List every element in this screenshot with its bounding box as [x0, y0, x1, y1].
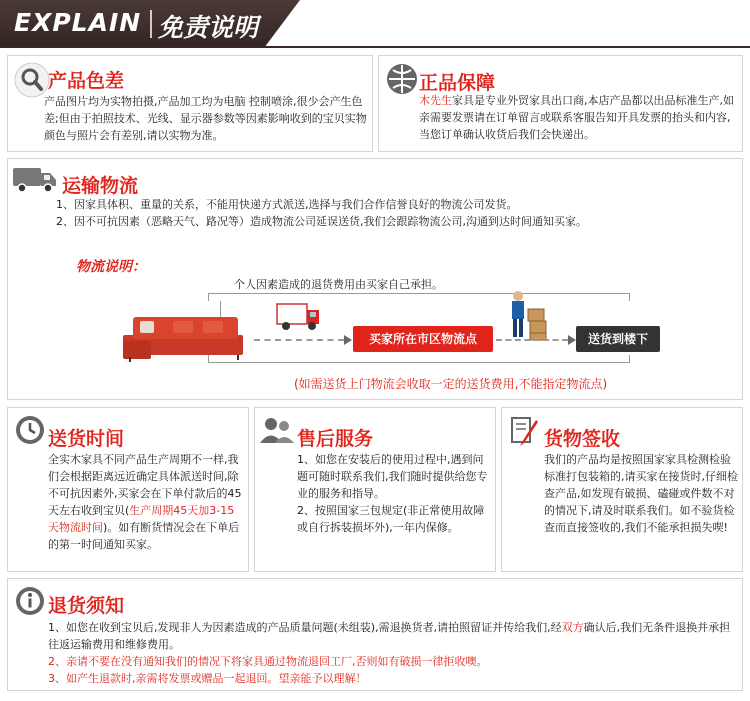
- logistics-explain-label: 物流说明：: [76, 259, 146, 275]
- delivery-time-text-b: )。如有断货情况会在下单后的第一时间通知买家。: [48, 521, 240, 551]
- flow-arrowhead-1: [344, 335, 352, 345]
- color-difference-section: [7, 55, 373, 152]
- delivery-time-section: [7, 407, 249, 572]
- globe-shield-icon: [385, 62, 419, 96]
- delivery-time-text-a: 全实木家具不同产品生产周期不一样,我们会根据距离远近确定具体派送时间,除不可抗因素外,买家会在下单付款后的45天左右收到宝贝(: [48, 453, 242, 517]
- flow-arrowhead-2: [568, 335, 576, 345]
- genuine-guarantee-title: 正品保障: [419, 72, 496, 94]
- header-underline: [0, 46, 750, 48]
- after-sales-item-2: 2、按照国家三包规定(非正常使用故障或自行拆装损坏外),一年内保修。: [297, 504, 485, 534]
- genuine-guarantee-body: 家具是专业外贸家具出口商,本店产品都以出品标准生产,如亲需要发票请在订单留言或联系客服告知开具发票的抬头和内容,当您订单确认收货后我们会快递出。: [419, 94, 734, 141]
- color-difference-title: 产品色差: [48, 70, 125, 92]
- pen-paper-icon: [508, 414, 540, 448]
- returns-title: 退货须知: [48, 595, 125, 617]
- delivery-time-title: 送货时间: [48, 428, 125, 450]
- goods-sign-section: [501, 407, 743, 572]
- genuine-guarantee-section: [378, 55, 743, 152]
- header-separator: [150, 10, 152, 38]
- delivery-time-text-red: 生产周期45天加3-15天物流时间: [48, 504, 235, 534]
- goods-sign-text: 我们的产品均是按照国家家具检测检验标准打包装箱的,请买家在接货时,仔细检查产品,如发现有破损、磕碰或件数不对的情况下,请及时联系我们。如不验货检查而直接签收的,我们不能承担损失喫!: [544, 453, 738, 534]
- after-sales-section: [254, 407, 496, 572]
- surcharge-note: (如需送货上门物流会收取一定的送货费用,不能指定物流点): [294, 377, 608, 391]
- info-icon: [14, 585, 46, 617]
- truck-icon: [12, 163, 58, 197]
- logistics-section: [7, 158, 743, 400]
- delivery-downstairs-button: 送货到楼下: [576, 326, 660, 352]
- returns-item-3: 3、如产生退款时,亲需将发票或赠品一起退回。望亲能予以理解！: [48, 672, 367, 685]
- clock-icon: [14, 414, 46, 446]
- genuine-guarantee-text: [419, 92, 739, 143]
- returns-item-1-red: 双方: [561, 621, 584, 634]
- delivery-truck-image: [276, 301, 326, 333]
- logistics-item-2: 2、因不可抗因素（恶略天气、路况等）造成物流公司延误送货,我们会跟踪物流公司,沟通到达时间通知买家。: [56, 215, 587, 228]
- logistics-title: 运输物流: [62, 175, 139, 197]
- goods-sign-title: 货物签收: [544, 428, 621, 450]
- bracket-bottom: [208, 355, 630, 363]
- logistics-item-1: 1、因家具体积、重量的关系，不能用快递方式派送,选择与我们合作信誉良好的物流公司发货。: [56, 198, 518, 211]
- worker-boxes-image: [506, 289, 550, 341]
- returns-item-1-b: 确认后,我们无条件退换并承担往返运输费用和维修费用。: [48, 621, 731, 651]
- personal-factor-note: 个人因素造成的退货费用由买家自己承担。: [234, 278, 443, 291]
- people-icon: [259, 416, 295, 444]
- header-banner: [0, 0, 750, 48]
- header-title-en: EXPLAIN: [14, 8, 142, 37]
- delivery-time-text: [48, 451, 244, 553]
- bracket-line: [208, 293, 630, 301]
- returns-item-1: [48, 619, 740, 653]
- after-sales-title: 售后服务: [297, 428, 374, 450]
- returns-item-1-a: 1、如您在收到宝贝后,发现非人为因素造成的产品质量问题(未组装),需退换货者,请拍照留证并传给我们,经: [48, 621, 562, 634]
- flow-arrow-2: [496, 339, 568, 341]
- brand-name: 木先生: [419, 94, 452, 107]
- returns-item-2: 2、亲请不要在没有通知我们的情况下将家具通过物流退回工厂,否则如有破损一律拒收噢。: [48, 655, 488, 668]
- header-title-cn: 免责说明: [158, 13, 259, 42]
- pickup-point-button: 买家所在市区物流点: [353, 326, 493, 352]
- returns-section: [7, 578, 743, 691]
- color-difference-text: 产品图片均为实物拍摄,产品加工均为电脑 控制喷涂,很少会产生色差;但由于拍照技术、光线、显示器参数等因素影响收到的宝贝实物颜色与照片会有差别,请以实物为准。: [44, 95, 367, 142]
- flow-arrow-1: [254, 339, 344, 341]
- after-sales-item-1: 1、如您在安装后的使用过程中,遇到问题可随时联系我们,我们随时提供给您专业的服务和指导。: [297, 453, 488, 500]
